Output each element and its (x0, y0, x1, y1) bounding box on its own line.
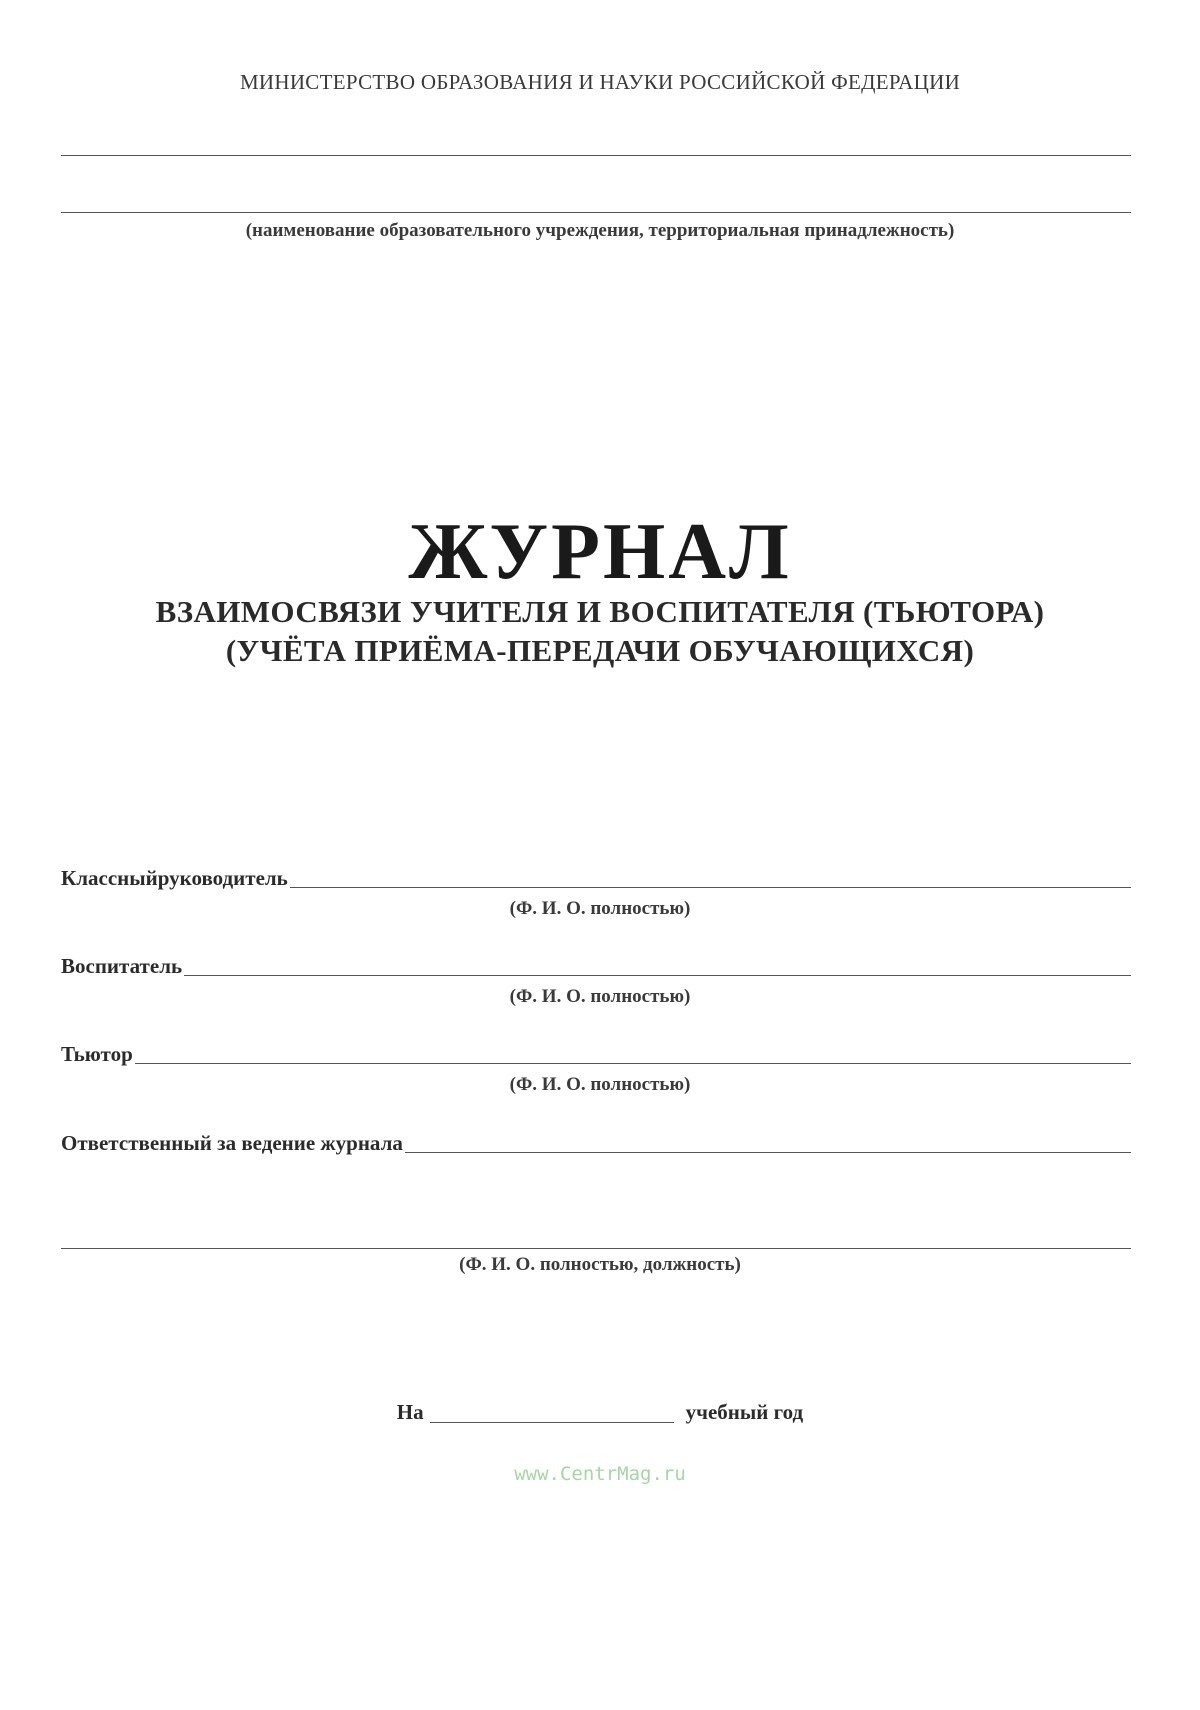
journal-subtitle-2: (УЧЁТА ПРИЁМА-ПЕРЕДАЧИ ОБУЧАЮЩИХСЯ) (225, 633, 975, 668)
responsible-line-2[interactable] (61, 1248, 1131, 1249)
field-hint: (Ф. И. О. полностью) (509, 1074, 691, 1095)
field-hint: (Ф. И. О. полностью) (509, 898, 691, 919)
field-input-line[interactable] (184, 974, 1131, 976)
field-hint: (Ф. И. О. полностью, должность) (459, 1254, 741, 1275)
year-input-line[interactable] (430, 1422, 674, 1423)
institution-line-2[interactable] (61, 212, 1131, 213)
academic-year-row (0, 1400, 1200, 1425)
field-hint: (Ф. И. О. полностью) (509, 986, 691, 1007)
field-label: Воспитатель (61, 954, 183, 978)
institution-hint: (наименование образовательного учреждения, территориальная принадлежность) (245, 220, 955, 241)
field-label: Ответственный за ведение журнала (61, 1131, 403, 1155)
field-label: Классныйруководитель (61, 866, 288, 890)
institution-line-1[interactable] (61, 155, 1131, 156)
field-educator (61, 956, 1131, 977)
field-input-line[interactable] (135, 1062, 1131, 1064)
field-input-line[interactable] (290, 886, 1131, 888)
ministry-header: МИНИСТЕРСТВО ОБРАЗОВАНИЯ И НАУКИ РОССИЙСКОЙ ФЕДЕРАЦИИ (239, 70, 961, 94)
field-class-teacher (61, 868, 1131, 889)
field-responsible (61, 1133, 1131, 1154)
field-input-line[interactable] (405, 1151, 1131, 1153)
field-tutor (61, 1044, 1131, 1065)
journal-subtitle-1: ВЗАИМОСВЯЗИ УЧИТЕЛЯ И ВОСПИТАТЕЛЯ (ТЬЮТОРА) (155, 594, 1045, 629)
journal-title: ЖУРНАЛ (408, 508, 792, 596)
watermark: www.CentrMag.ru (514, 1463, 686, 1485)
field-label: Тьютор (61, 1042, 133, 1066)
year-suffix: учебный год (685, 1400, 804, 1424)
year-prefix: На (396, 1400, 424, 1424)
